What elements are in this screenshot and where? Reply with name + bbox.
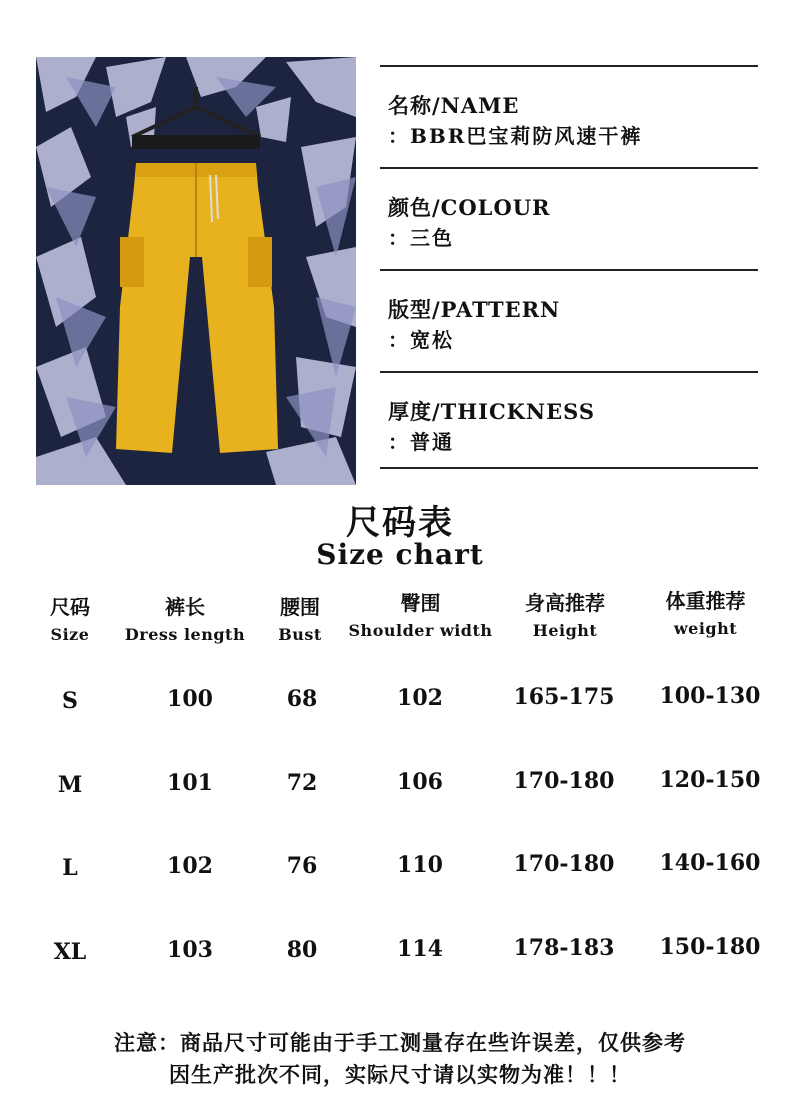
header-cn: 腰围 bbox=[280, 595, 320, 619]
cell-weight: 120-150 bbox=[659, 767, 761, 793]
cell-height: 170-180 bbox=[513, 851, 615, 877]
header-cn: 身高推荐 bbox=[525, 591, 605, 615]
cell-size: XL bbox=[53, 939, 87, 965]
info-name bbox=[380, 67, 758, 167]
info-value: ：普通 bbox=[388, 430, 454, 454]
info-colour bbox=[380, 169, 758, 269]
header-en: Height bbox=[532, 621, 598, 640]
header-en: Bust bbox=[278, 625, 322, 644]
cell-shoulder-width: 110 bbox=[397, 852, 443, 878]
cell-height: 165-175 bbox=[513, 684, 615, 710]
divider bbox=[380, 467, 758, 469]
info-thickness bbox=[380, 373, 758, 467]
cell-height: 178-183 bbox=[513, 935, 615, 961]
cell-dress-length: 100 bbox=[167, 686, 213, 712]
info-label: 厚度/THICKNESS bbox=[388, 399, 595, 424]
disclaimer-line-2: 因生产批次不同，实际尺寸请以实物为准！！！ bbox=[169, 1062, 631, 1087]
cell-shoulder-width: 106 bbox=[397, 769, 443, 795]
header-cn: 臀围 bbox=[400, 591, 441, 615]
info-label: 颜色/COLOUR bbox=[388, 195, 551, 220]
info-pattern bbox=[380, 271, 758, 371]
cell-bust: 72 bbox=[286, 770, 318, 796]
size-chart-title-cn: 尺码表 bbox=[346, 503, 454, 543]
header-cn: 尺码 bbox=[50, 595, 90, 619]
header-en: Shoulder width bbox=[348, 621, 493, 640]
cell-dress-length: 102 bbox=[167, 853, 213, 879]
cell-weight: 150-180 bbox=[659, 934, 761, 960]
cell-shoulder-width: 102 bbox=[397, 685, 443, 711]
header-cn: 裤长 bbox=[165, 595, 205, 619]
header-weight bbox=[643, 586, 768, 642]
header-dress-length bbox=[115, 592, 255, 648]
info-value: ：宽松 bbox=[388, 328, 454, 352]
header-size bbox=[30, 592, 110, 648]
header-height bbox=[505, 588, 625, 644]
disclaimer-line-1: 注意：商品尺寸可能由于手工测量存在些许误差，仅供参考 bbox=[114, 1030, 686, 1055]
cell-size: S bbox=[62, 688, 78, 714]
product-image bbox=[36, 57, 356, 485]
product-info bbox=[380, 65, 758, 469]
cell-height: 170-180 bbox=[513, 768, 615, 794]
header-shoulder-width bbox=[338, 588, 503, 644]
cell-dress-length: 101 bbox=[167, 770, 213, 796]
header-cn: 体重推荐 bbox=[665, 589, 746, 613]
cell-dress-length: 103 bbox=[167, 937, 213, 963]
size-chart-title-en: Size chart bbox=[316, 538, 484, 571]
cell-size: M bbox=[57, 772, 83, 798]
header-en: Size bbox=[50, 625, 90, 644]
cell-bust: 80 bbox=[286, 937, 318, 963]
cell-weight: 100-130 bbox=[659, 683, 761, 709]
cell-size: L bbox=[62, 855, 78, 881]
cell-shoulder-width: 114 bbox=[397, 936, 443, 962]
info-label: 版型/PATTERN bbox=[388, 297, 561, 322]
cell-bust: 68 bbox=[286, 686, 318, 712]
product-photo bbox=[36, 57, 356, 485]
header-en: Dress length bbox=[124, 625, 246, 644]
info-value: ：BBR巴宝莉防风速干裤 bbox=[388, 124, 643, 148]
header-bust bbox=[265, 592, 335, 648]
cell-bust: 76 bbox=[286, 853, 318, 879]
info-value: ：三色 bbox=[388, 226, 454, 250]
info-label: 名称/NAME bbox=[388, 93, 520, 118]
header-en: weight bbox=[673, 619, 738, 638]
cell-weight: 140-160 bbox=[659, 850, 761, 876]
